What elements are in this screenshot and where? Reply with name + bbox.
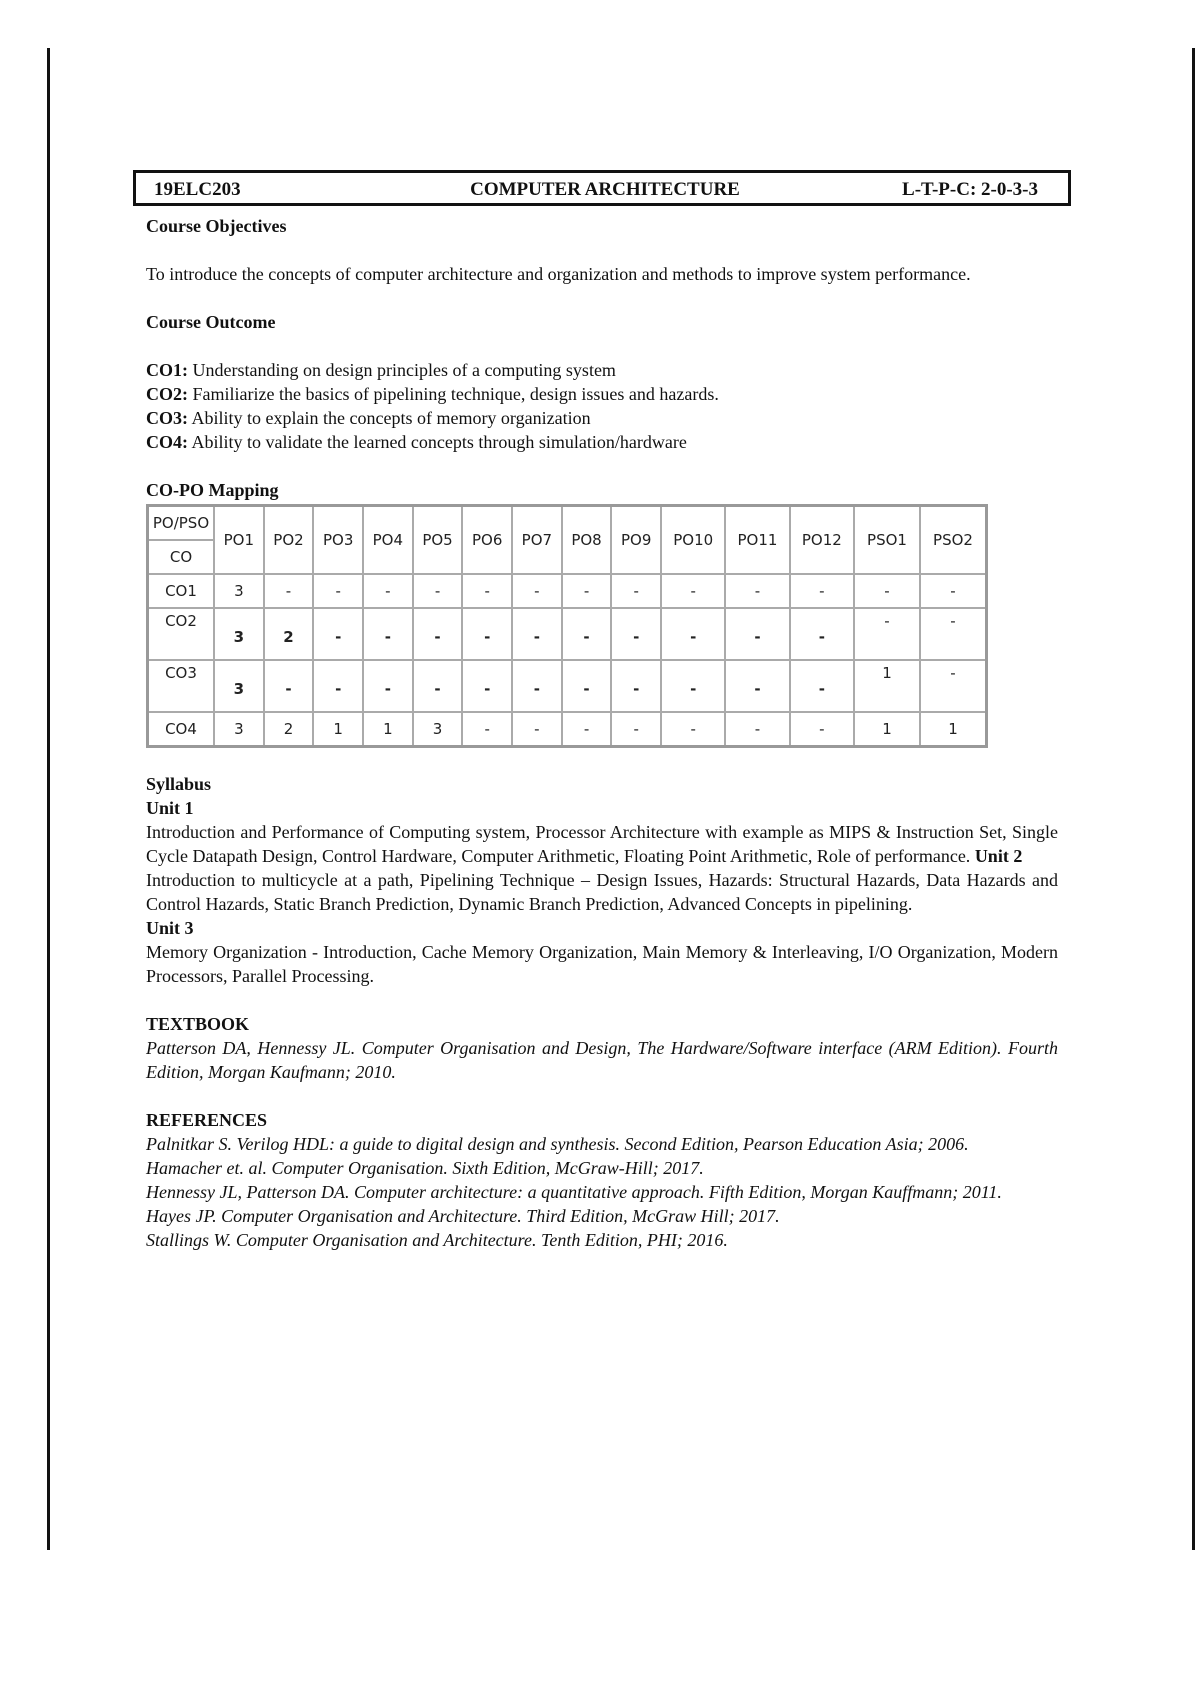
unit1-heading: Unit 1 — [146, 798, 194, 818]
table-cell: 3 — [214, 660, 264, 712]
column-header: PSO2 — [920, 506, 987, 575]
table-cell: - — [512, 608, 562, 660]
syllabus-heading: Syllabus — [146, 774, 212, 794]
table-cell: - — [313, 660, 363, 712]
table-cell: - — [661, 660, 725, 712]
table-cell: - — [264, 660, 314, 712]
table-cell: - — [413, 574, 463, 608]
unit3-text: Memory Organization - Introduction, Cache Memory Organization, Main Memory & Interleaving, I/O Organization, Modern Processors, Parallel Processing. — [146, 942, 1058, 986]
unit2-text: Introduction to multicycle at a path, Pipelining Technique – Design Issues, Hazards: Structural Hazards, Data Hazards and Control Hazards, Static Branch Prediction, Dynamic Branch Prediction, Advanced Concepts in pipelining. — [146, 870, 1058, 914]
reference-item: Hayes JP. Computer Organisation and Architecture. Third Edition, McGraw Hill; 2017. — [146, 1206, 780, 1226]
table-cell: - — [562, 660, 612, 712]
table-cell: - — [920, 574, 987, 608]
textbook-text: Patterson DA, Hennessy JL. Computer Organisation and Design, The Hardware/Software interface (ARM Edition). Fourth Edition, Morgan Kaufmann; 2010. — [146, 1038, 1058, 1082]
reference-item: Hamacher et. al. Computer Organisation. Sixth Edition, McGraw-Hill; 2017. — [146, 1158, 704, 1178]
column-header: PO2 — [264, 506, 314, 575]
corner-bottom: CO — [148, 540, 215, 574]
row-label: CO4 — [148, 712, 215, 747]
outcome-item: CO1: Understanding on design principles of a computing system — [146, 360, 616, 380]
table-cell: - — [562, 608, 612, 660]
table-cell: - — [462, 660, 512, 712]
table-cell: 1 — [920, 712, 987, 747]
table-cell: - — [725, 712, 789, 747]
column-header: PO10 — [661, 506, 725, 575]
table-cell: - — [725, 608, 789, 660]
table-cell: - — [313, 574, 363, 608]
table-cell: - — [562, 574, 612, 608]
outcome-item: CO3: Ability to explain the concepts of memory organization — [146, 408, 591, 428]
table-cell: 1 — [313, 712, 363, 747]
table-cell: 3 — [413, 712, 463, 747]
document-body — [146, 214, 1058, 1252]
unit2-heading: Unit 2 — [974, 846, 1023, 866]
table-row — [148, 574, 987, 608]
table-cell: - — [413, 660, 463, 712]
column-header: PO9 — [611, 506, 661, 575]
table-cell: - — [264, 574, 314, 608]
table-cell: 3 — [214, 712, 264, 747]
table-cell: - — [920, 660, 987, 712]
table-cell: - — [462, 608, 512, 660]
course-title: COMPUTER ARCHITECTURE — [470, 179, 740, 200]
right-margin-line — [1192, 48, 1195, 1550]
column-header: PO7 — [512, 506, 562, 575]
column-header: PO4 — [363, 506, 413, 575]
table-row — [148, 660, 987, 712]
table-cell: - — [611, 712, 661, 747]
table-cell: - — [725, 660, 789, 712]
table-cell: - — [363, 608, 413, 660]
objectives-heading: Course Objectives — [146, 216, 287, 236]
table-cell: - — [725, 574, 789, 608]
table-cell: 2 — [264, 712, 314, 747]
course-header — [133, 170, 1071, 206]
table-cell: - — [611, 574, 661, 608]
textbook-heading: TEXTBOOK — [146, 1014, 250, 1034]
reference-item: Stallings W. Computer Organisation and Architecture. Tenth Edition, PHI; 2016. — [146, 1230, 728, 1250]
table-cell: - — [512, 574, 562, 608]
column-header: PO5 — [413, 506, 463, 575]
left-margin-line — [47, 48, 50, 1550]
table-cell: 1 — [854, 712, 920, 747]
column-header: PO11 — [725, 506, 789, 575]
table-cell: 1 — [854, 660, 920, 712]
table-cell: - — [854, 608, 920, 660]
mapping-heading: CO-PO Mapping — [146, 480, 279, 500]
column-header: PO1 — [214, 506, 264, 575]
course-code: 19ELC203 — [154, 179, 241, 200]
table-cell: - — [462, 574, 512, 608]
table-cell: 2 — [264, 608, 314, 660]
unit1-text: Introduction and Performance of Computing system, Processor Architecture with example as MIPS & Instruction Set, Single Cycle Datapath Design, Control Hardware, Computer Arithmetic, Floating Point Arithmetic, Role of performance. Unit 2 — [146, 822, 1058, 866]
table-cell: - — [790, 574, 854, 608]
table-cell: - — [562, 712, 612, 747]
outcomes-heading: Course Outcome — [146, 312, 276, 332]
corner-top: PO/PSO — [148, 506, 215, 541]
table-cell: - — [611, 608, 661, 660]
reference-item: Hennessy JL, Patterson DA. Computer architecture: a quantitative approach. Fifth Edition, Morgan Kauffmann; 2011. — [146, 1182, 1002, 1202]
table-cell: - — [462, 712, 512, 747]
reference-item: Palnitkar S. Verilog HDL: a guide to digital design and synthesis. Second Edition, Pearson Education Asia; 2006. — [146, 1134, 969, 1154]
table-cell: - — [661, 712, 725, 747]
co-po-mapping-table — [146, 504, 988, 748]
column-header: PSO1 — [854, 506, 920, 575]
row-label: CO3 — [148, 660, 215, 712]
table-row — [148, 608, 987, 660]
table-cell: - — [661, 608, 725, 660]
table-cell: - — [920, 608, 987, 660]
outcome-item: CO4: Ability to validate the learned concepts through simulation/hardware — [146, 432, 687, 452]
table-cell: - — [790, 608, 854, 660]
references-heading: REFERENCES — [146, 1110, 268, 1130]
table-cell: 3 — [214, 574, 264, 608]
table-cell: - — [413, 608, 463, 660]
table-cell: - — [790, 712, 854, 747]
table-cell: - — [313, 608, 363, 660]
column-header: PO8 — [562, 506, 612, 575]
course-credits: L-T-P-C: 2-0-3-3 — [902, 179, 1038, 200]
column-header: PO12 — [790, 506, 854, 575]
row-label: CO2 — [148, 608, 215, 660]
table-cell: 1 — [363, 712, 413, 747]
table-cell: - — [512, 660, 562, 712]
column-header: PO3 — [313, 506, 363, 575]
table-cell: - — [854, 574, 920, 608]
objectives-text: To introduce the concepts of computer architecture and organization and methods to improve system performance. — [146, 264, 971, 284]
table-cell: - — [790, 660, 854, 712]
table-cell: - — [661, 574, 725, 608]
table-row — [148, 712, 987, 747]
outcome-item: CO2: Familiarize the basics of pipelining technique, design issues and hazards. — [146, 384, 719, 404]
row-label: CO1 — [148, 574, 215, 608]
column-header: PO6 — [462, 506, 512, 575]
unit3-heading: Unit 3 — [146, 918, 194, 938]
table-cell: - — [363, 660, 413, 712]
table-cell: - — [611, 660, 661, 712]
table-cell: - — [363, 574, 413, 608]
table-cell: - — [512, 712, 562, 747]
table-cell: 3 — [214, 608, 264, 660]
